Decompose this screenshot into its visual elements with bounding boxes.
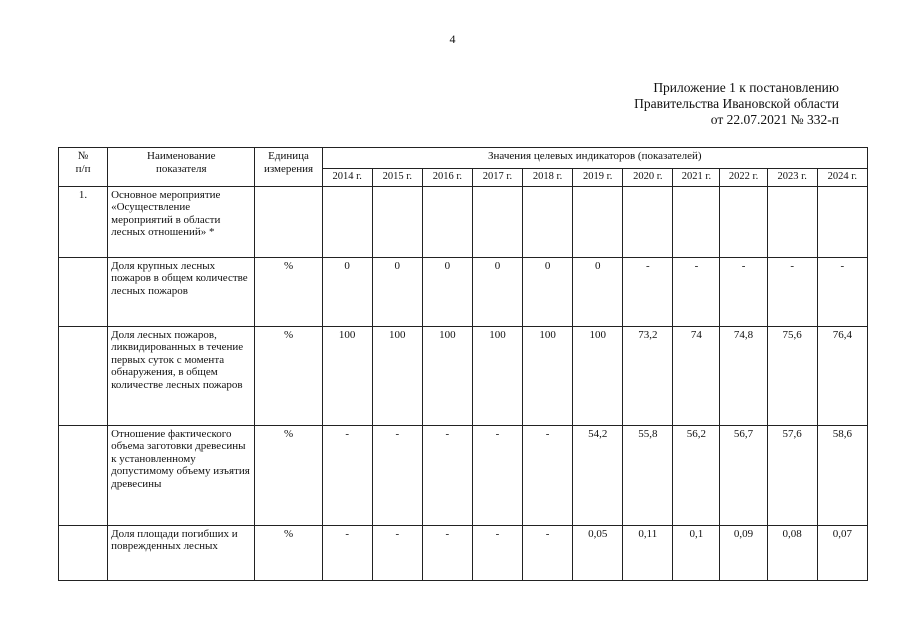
appendix-caption [634, 80, 839, 128]
header-values: Значения целевых индикаторов (показателей) [322, 148, 867, 169]
indicator-value [817, 186, 867, 257]
appendix-line-3: от 22.07.2021 № 332-п [710, 112, 839, 127]
indicator-value: 100 [422, 326, 472, 425]
indicator-value: - [673, 257, 720, 326]
indicator-value: 55,8 [623, 425, 673, 525]
indicator-value: 0 [523, 257, 573, 326]
indicator-value [523, 186, 573, 257]
indicator-unit [255, 186, 322, 257]
indicator-value: 56,7 [720, 425, 767, 525]
page-number: 4 [449, 32, 456, 46]
indicator-value [767, 186, 817, 257]
indicator-value: - [322, 425, 372, 525]
year-header-9: 2023 г. [767, 169, 817, 187]
year-header-4: 2018 г. [523, 169, 573, 187]
year-header-10: 2024 г. [817, 169, 867, 187]
indicator-value: 0 [472, 257, 522, 326]
year-header-8: 2022 г. [720, 169, 767, 187]
indicator-value: - [372, 525, 422, 580]
indicator-value: 100 [372, 326, 422, 425]
indicator-value: 0,11 [623, 525, 673, 580]
table-row [59, 425, 868, 525]
header-num: № п/п [59, 148, 108, 187]
indicator-value [372, 186, 422, 257]
indicator-value: - [523, 525, 573, 580]
indicator-value: - [623, 257, 673, 326]
indicator-value [573, 186, 623, 257]
row-number [59, 257, 108, 326]
indicators-table [58, 147, 868, 581]
indicator-value: 0,05 [573, 525, 623, 580]
indicator-unit: % [255, 425, 322, 525]
indicator-name: Доля крупных лесных пожаров в общем количестве лесных пожаров [108, 257, 255, 326]
indicator-value: - [767, 257, 817, 326]
year-header-0: 2014 г. [322, 169, 372, 187]
indicator-unit: % [255, 257, 322, 326]
indicator-value: - [523, 425, 573, 525]
indicator-value: 0,09 [720, 525, 767, 580]
indicator-value [422, 186, 472, 257]
indicator-value [322, 186, 372, 257]
row-number: 1. [59, 186, 108, 257]
indicator-value: 74 [673, 326, 720, 425]
indicator-value: 56,2 [673, 425, 720, 525]
indicator-value [673, 186, 720, 257]
appendix-line-1: Приложение 1 к постановлению [653, 80, 839, 95]
appendix-line-2: Правительства Ивановской области [634, 96, 839, 111]
indicator-value: - [472, 425, 522, 525]
header-name: Наименование показателя [108, 148, 255, 187]
indicator-value: 0,1 [673, 525, 720, 580]
indicator-name: Отношение фактического объема заготовки древесины к установленному допустимому объему изъятия древесины [108, 425, 255, 525]
indicator-value [623, 186, 673, 257]
indicator-value: - [422, 525, 472, 580]
indicator-value: 100 [573, 326, 623, 425]
indicator-value: 0,08 [767, 525, 817, 580]
indicator-value: 0 [422, 257, 472, 326]
indicator-value: - [322, 525, 372, 580]
year-header-3: 2017 г. [472, 169, 522, 187]
year-header-7: 2021 г. [673, 169, 720, 187]
indicator-value: 54,2 [573, 425, 623, 525]
indicator-unit: % [255, 326, 322, 425]
indicator-value: 73,2 [623, 326, 673, 425]
header-row [59, 148, 868, 169]
indicator-unit: % [255, 525, 322, 580]
indicator-value: 0,07 [817, 525, 867, 580]
indicator-value: 0 [322, 257, 372, 326]
table-row [59, 326, 868, 425]
indicator-value [472, 186, 522, 257]
year-header-5: 2019 г. [573, 169, 623, 187]
table-row [59, 257, 868, 326]
indicator-name: Основное мероприятие «Осуществление мероприятий в области лесных отношений» * [108, 186, 255, 257]
year-header-1: 2015 г. [372, 169, 422, 187]
indicator-value: 0 [573, 257, 623, 326]
indicator-name: Доля площади погибших и поврежденных лесных [108, 525, 255, 580]
indicator-value: - [422, 425, 472, 525]
indicator-value: 57,6 [767, 425, 817, 525]
indicator-name: Доля лесных пожаров, ликвидированных в течение первых суток с момента обнаружения, в общем количестве лесных пожаров [108, 326, 255, 425]
indicator-value: 76,4 [817, 326, 867, 425]
row-number [59, 525, 108, 580]
row-number [59, 425, 108, 525]
table-row [59, 186, 868, 257]
indicator-value: 0 [372, 257, 422, 326]
indicator-value: 100 [523, 326, 573, 425]
indicator-value: - [472, 525, 522, 580]
indicator-value: - [372, 425, 422, 525]
year-header-6: 2020 г. [623, 169, 673, 187]
year-header-2: 2016 г. [422, 169, 472, 187]
indicator-value [720, 186, 767, 257]
indicator-value: 100 [472, 326, 522, 425]
header-unit: Единица измерения [255, 148, 322, 187]
indicator-value: - [720, 257, 767, 326]
indicator-value: 100 [322, 326, 372, 425]
row-number [59, 326, 108, 425]
indicator-value: - [817, 257, 867, 326]
indicator-value: 74,8 [720, 326, 767, 425]
table-row [59, 525, 868, 580]
indicator-value: 58,6 [817, 425, 867, 525]
indicator-value: 75,6 [767, 326, 817, 425]
